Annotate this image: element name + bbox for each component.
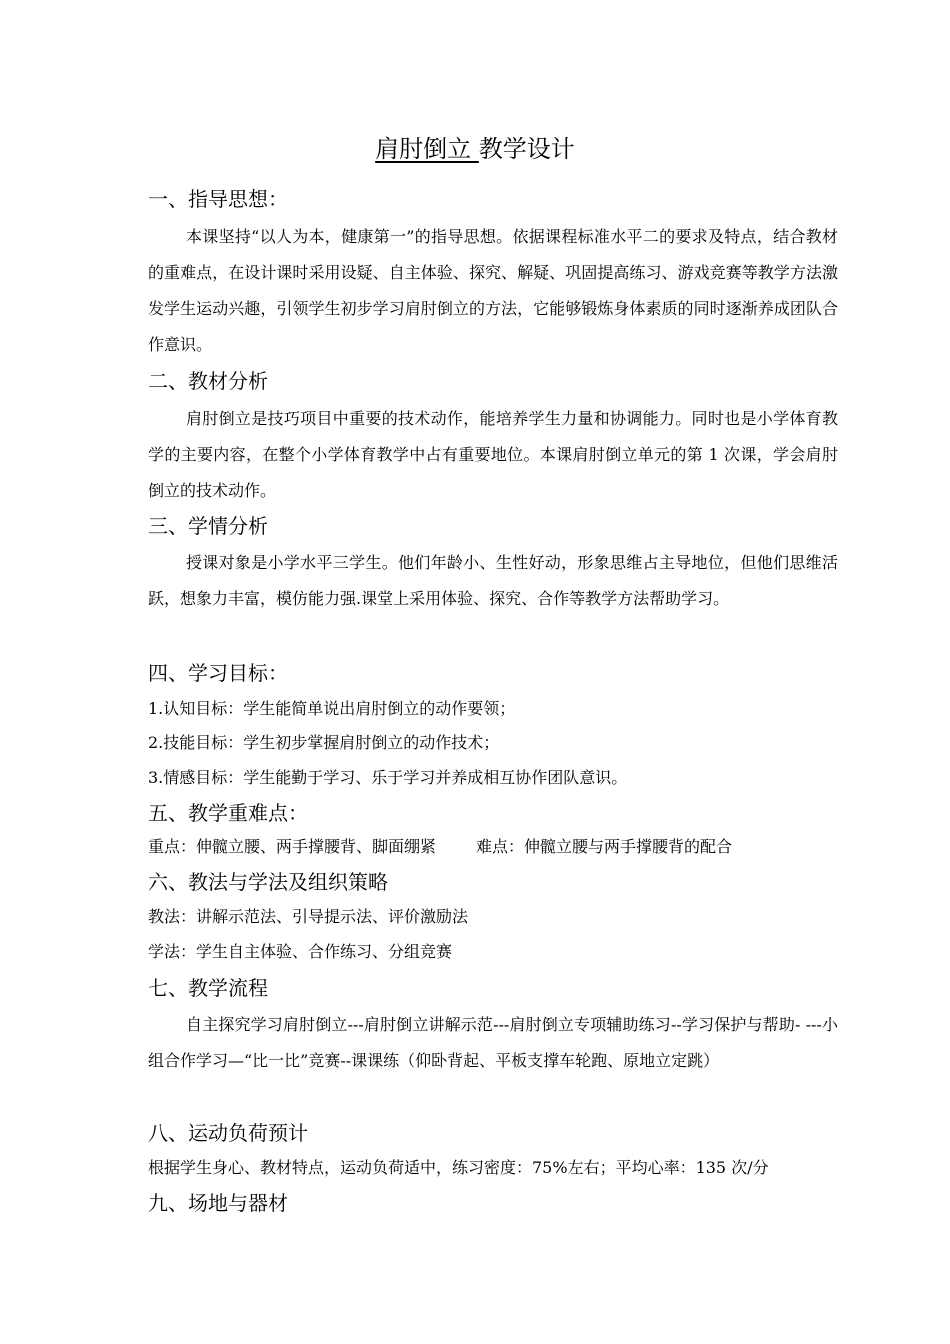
teaching-method: 教法：讲解示范法、引导提示法、评价激励法	[148, 907, 469, 926]
paragraph-material-analysis: 肩肘倒立是技巧项目中重要的技术动作，能培养学生力量和协调能力。同时也是小学体育教学的主要内容，在整个小学体育教学中占有重要地位。本课肩肘倒立单元的第 1 次课，学会肩肘倒立的技术动作。	[148, 409, 838, 500]
heading-methods-strategy: 六、教法与学法及组织策略	[148, 870, 388, 894]
heading-learning-objectives: 四、学习目标：	[148, 661, 288, 685]
page-title	[0, 132, 950, 166]
heading-guiding-ideology: 一、指导思想：	[148, 187, 288, 211]
objective-emotion: 3.情感目标：学生能勤于学习、乐于学习并养成相互协作团队意识。	[148, 768, 628, 787]
objective-skill: 2.技能目标：学生初步掌握肩肘倒立的动作技术；	[148, 733, 500, 752]
paragraph-student-analysis: 授课对象是小学水平三学生。他们年龄小、生性好动，形象思维占主导地位，但他们思维活跃，想象力丰富，模仿能力强.课堂上采用体验、探究、合作等教学方法帮助学习。	[148, 553, 838, 608]
learning-method: 学法：学生自主体验、合作练习、分组竞赛	[148, 942, 453, 961]
objective-cognitive: 1.认知目标：学生能简单说出肩肘倒立的动作要领；	[148, 699, 516, 718]
paragraph-exercise-load: 根据学生身心、教材特点，运动负荷适中，练习密度：75%左右；平均心率：135 次/分	[148, 1158, 769, 1177]
heading-venue-equipment: 九、场地与器材	[148, 1191, 288, 1215]
heading-student-analysis: 三、学情分析	[148, 514, 268, 538]
heading-exercise-load: 八、运动负荷预计	[148, 1121, 308, 1145]
paragraph-teaching-process: 自主探究学习肩肘倒立---肩肘倒立讲解示范---肩肘倒立专项辅助练习--学习保护与帮助- ---小组合作学习—“比一比”竞赛--课课练（仰卧背起、平板支撑车轮跑、原地立定跳）	[148, 1015, 838, 1070]
title-suffix: 教学设计	[478, 135, 575, 163]
heading-teaching-process: 七、教学流程	[148, 976, 268, 1000]
title-topic: 肩肘倒立	[375, 135, 479, 163]
paragraph-guiding-ideology: 本课坚持“以人为本，健康第一”的指导思想。依据课程标准水平二的要求及特点，结合教材的重难点，在设计课时采用设疑、自主体验、探究、解疑、巩固提高练习、游戏竞赛等教学方法激发学生运动兴趣，引领学生初步学习肩肘倒立的方法，它能够锻炼身体素质的同时逐渐养成团队合作意识。	[148, 227, 838, 354]
heading-key-difficult-points: 五、教学重难点：	[148, 801, 308, 825]
key-difficult-points-line	[148, 835, 732, 859]
difficult-point: 难点：伸髋立腰与两手撑腰背的配合	[476, 837, 733, 856]
heading-material-analysis: 二、教材分析	[148, 369, 268, 393]
key-point: 重点：伸髋立腰、两手撑腰背、脚面绷紧	[148, 837, 437, 856]
